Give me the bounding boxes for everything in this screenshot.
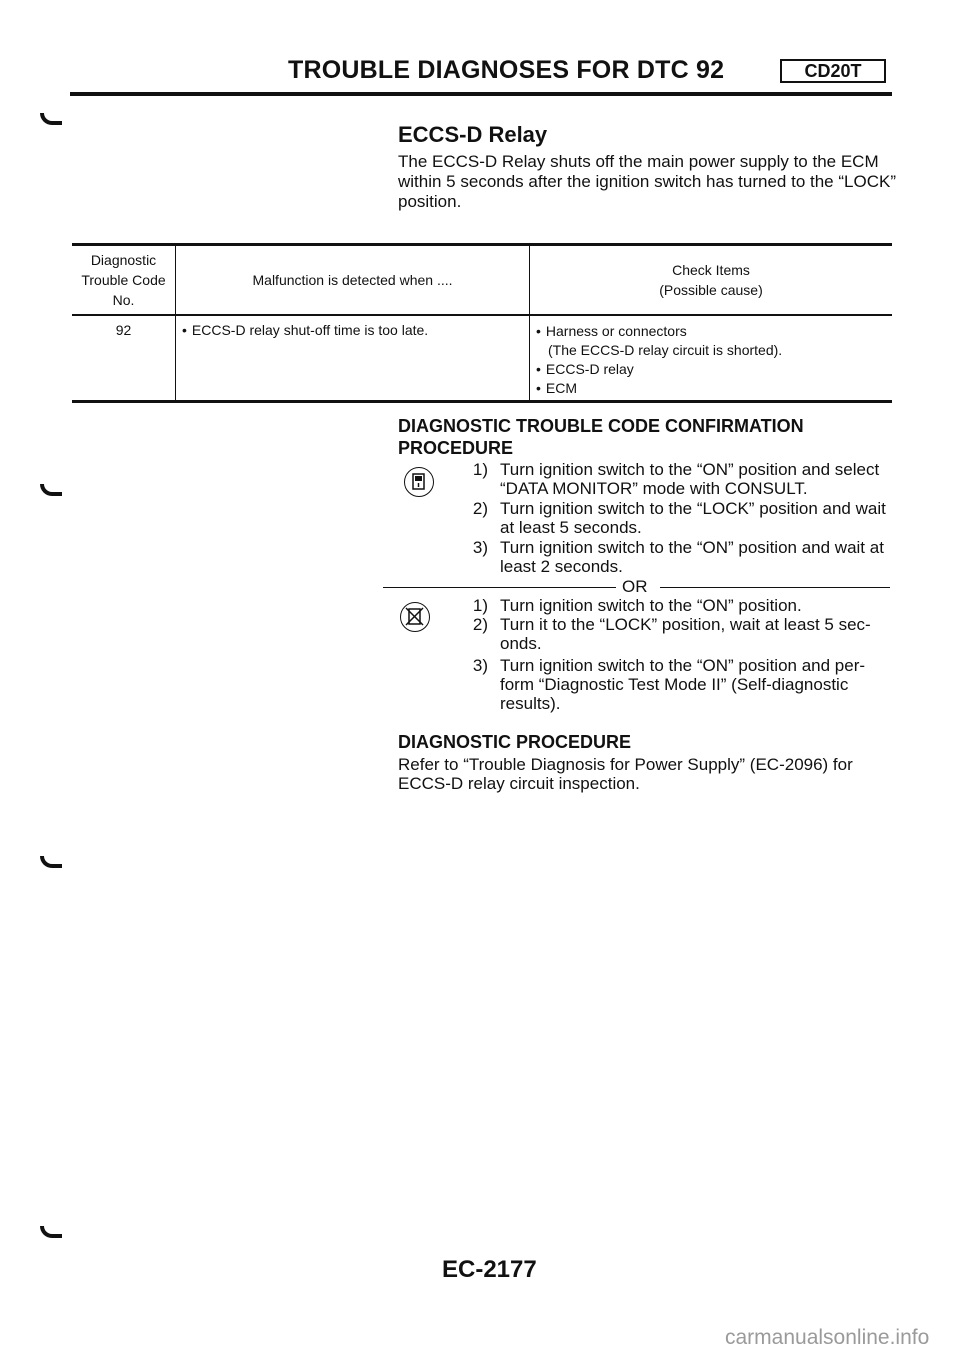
step-line: Turn it to the “LOCK” position, wait at least 5 sec- (500, 615, 871, 634)
or-separator: OR (622, 577, 648, 596)
check-item: • ECCS-D relay (536, 360, 892, 379)
dtc-code: 92 (72, 316, 176, 400)
header-dtc-no (72, 246, 176, 314)
procedure-line: Refer to “Trouble Diagnosis for Power Supply” (EC-2096) for (398, 755, 853, 774)
consult-step-2 (442, 499, 886, 537)
consult-tool-icon (404, 467, 434, 497)
binding-mark-icon (40, 484, 62, 496)
step-line: Turn ignition switch to the “ON” position and select (500, 460, 880, 479)
consult-step-3 (442, 538, 884, 576)
step-line: “DATA MONITOR” mode with CONSULT. (500, 479, 808, 498)
dtc-table (72, 243, 892, 403)
check-item-note: (The ECCS-D relay circuit is shorted). (548, 342, 783, 358)
step-number: 1) (472, 460, 488, 479)
header-rule (70, 92, 892, 96)
or-divider-left (383, 587, 616, 588)
binding-mark-icon (40, 1226, 62, 1238)
check-items-cell (530, 316, 892, 400)
malfunction-cell (176, 316, 530, 400)
header-check-line: Check Items (672, 262, 750, 278)
binding-mark-icon (40, 856, 62, 868)
step-number: 2) (472, 615, 488, 634)
step-line: onds. (500, 634, 542, 653)
step-number: 2) (472, 499, 488, 518)
confirmation-title (398, 415, 804, 459)
step-number: 1) (472, 596, 488, 615)
consult-step-1 (442, 460, 879, 498)
malfunction-text: • ECCS-D relay shut-off time is too late. (182, 322, 428, 338)
step-line: Turn ignition switch to the “ON” position and per- (500, 656, 866, 675)
check-item: • Harness or connectors (536, 322, 892, 341)
table-header-row (72, 246, 892, 316)
section-title: ECCS-D Relay (398, 122, 548, 147)
step-line: Turn ignition switch to the “ON” position. (500, 596, 802, 615)
header-check-line: (Possible cause) (659, 282, 763, 298)
binding-mark-icon (40, 113, 62, 125)
step-number: 3) (472, 538, 488, 557)
step-line: least 2 seconds. (500, 557, 623, 576)
header-dtc-line: No. (112, 292, 135, 308)
step-line: at least 5 seconds. (500, 518, 642, 537)
confirmation-title-line: PROCEDURE (398, 438, 514, 458)
step-line: results). (500, 694, 561, 713)
step-line: Turn ignition switch to the “LOCK” position and wait (500, 499, 886, 518)
header-check-items (530, 246, 892, 314)
step-line: form “Diagnostic Test Mode II” (Self-diagnostic (500, 675, 849, 694)
procedure-line: ECCS-D relay circuit inspection. (398, 774, 640, 793)
page-header-title: TROUBLE DIAGNOSES FOR DTC 92 (288, 56, 725, 84)
header-dtc-line: Trouble Code (81, 272, 166, 288)
no-tools-icon (400, 602, 430, 632)
page-number: EC-2177 (442, 1256, 537, 1283)
step-line: Turn ignition switch to the “ON” position and wait at (500, 538, 884, 557)
confirmation-title-line: DIAGNOSTIC TROUBLE CODE CONFIRMATION (398, 416, 804, 436)
procedure-text (398, 755, 898, 793)
no-tools-step-1 (442, 596, 802, 616)
engine-code-badge: CD20T (780, 59, 886, 83)
no-tools-step-2 (442, 615, 871, 653)
no-tools-step-3 (442, 656, 865, 713)
or-divider-right (660, 587, 890, 588)
procedure-title: DIAGNOSTIC PROCEDURE (398, 732, 632, 752)
watermark-text: carmanualsonline.info (725, 1326, 930, 1349)
header-dtc-line: Diagnostic (90, 252, 157, 268)
header-malfunction: Malfunction is detected when .... (176, 246, 530, 314)
section-intro: The ECCS-D Relay shuts off the main power supply to the ECM within 5 seconds after the ignition switch has turned to the “LOCK” position. (398, 152, 896, 211)
step-number: 3) (472, 656, 488, 675)
check-item: • ECM (536, 379, 892, 398)
table-row (72, 316, 892, 400)
